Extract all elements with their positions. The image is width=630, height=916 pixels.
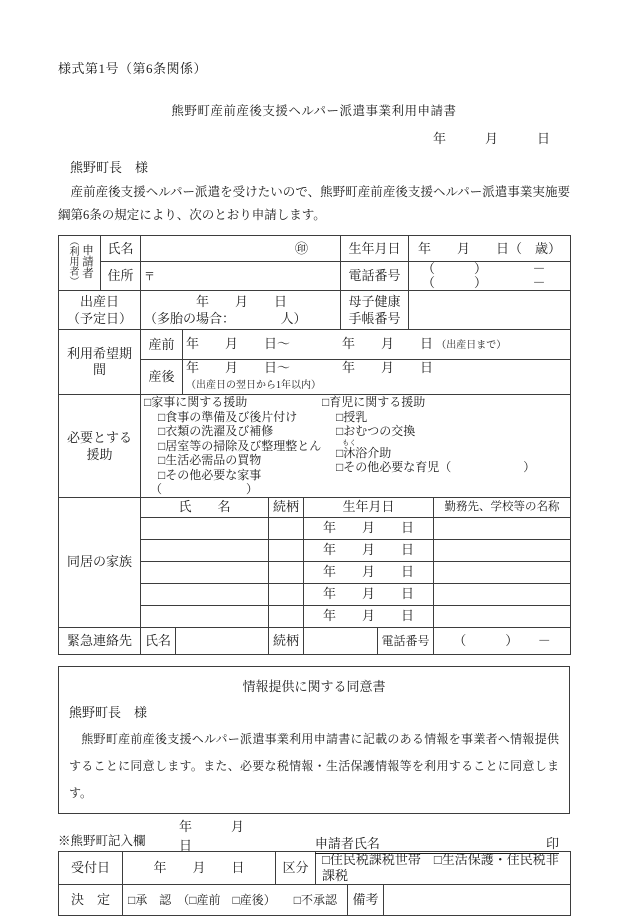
postnatal-label: 産後 <box>141 360 183 395</box>
checkbox-laundry: □衣類の洗濯及び補修 <box>158 424 274 438</box>
reception-date-field: 年 月 日 <box>123 851 276 884</box>
consent-body: 熊野町産前産後支援ヘルパー派遣事業利用申請書に記載のある情報を事業者へ情報提供することに同意します。また、必要な税情報・生活保護情報等を利用することに同意します。 <box>69 731 559 800</box>
decision-row <box>59 884 571 915</box>
applicant-role-label <box>59 236 101 291</box>
consent-title: 情報提供に関する同意書 <box>242 678 386 694</box>
name-label: 氏名 <box>101 236 141 262</box>
family-birthdate-field: 年 月 日 <box>304 517 434 539</box>
phone-line-2: （ ） － <box>422 275 546 290</box>
family-workplace-field <box>434 539 571 561</box>
delivery-date-row <box>59 291 571 330</box>
family-relation-field <box>269 517 304 539</box>
delivery-date-label: 出産日 （予定日） <box>59 291 141 330</box>
emergency-label: 緊急連絡先 <box>59 627 141 654</box>
name-field <box>141 236 341 262</box>
category-label: 区分 <box>276 851 316 884</box>
checkbox-other-childcare: □その他必要な育児（ ） <box>336 460 536 474</box>
other-housework-field: （ ） <box>150 482 259 496</box>
checkbox-bathing: □沐もく浴介助 <box>336 438 392 460</box>
decision-label: 決 定 <box>59 884 123 915</box>
family-birthdate-field: 年 月 日 <box>304 561 434 583</box>
signature-line <box>315 833 559 854</box>
family-workplace-field <box>434 517 571 539</box>
applicant-name-row <box>59 236 571 262</box>
remarks-label: 備考 <box>348 884 384 915</box>
applicant-address-row <box>59 262 571 291</box>
family-relation-field <box>269 583 304 605</box>
family-header-relation: 続柄 <box>269 497 304 517</box>
phone-label: 電話番号 <box>341 262 409 291</box>
mch-handbook-label: 母子健康 手帳番号 <box>341 291 409 330</box>
birthdate-label: 生年月日 <box>341 236 409 262</box>
family-header-row <box>59 497 571 517</box>
category-options: □住民税課税世帯 □生活保護・住民税非課税 <box>316 851 571 884</box>
assistance-options <box>141 395 571 498</box>
office-decision-table <box>58 884 571 916</box>
family-workplace-field <box>434 605 571 627</box>
postal-mark: 〒 <box>144 270 155 283</box>
period-label: 利用希望期間 <box>59 330 141 395</box>
phone-field <box>409 262 571 291</box>
family-name-field <box>141 561 269 583</box>
office-section-label: ※熊野町記入欄 <box>58 833 146 848</box>
family-header-workplace: 勤務先、学校等の名称 <box>434 497 571 517</box>
emergency-row <box>59 627 571 654</box>
delivery-date-field: 年 月 日 （多胎の場合： 人） <box>141 291 341 330</box>
checkbox-other-housework: □その他必要な家事 <box>158 467 262 482</box>
checkbox-breastfeeding: □授乳 <box>336 409 368 424</box>
family-name-field <box>141 517 269 539</box>
emergency-table <box>58 627 571 655</box>
checkbox-housework-heading: □家事に関する援助 <box>144 395 248 409</box>
family-birthdate-field: 年 月 日 <box>304 583 434 605</box>
checkbox-diaper-change: □おむつの交換 <box>336 424 416 438</box>
mch-handbook-field <box>409 291 571 330</box>
birthdate-field: 年 月 日（ 歳） <box>409 236 571 262</box>
family-relation-field <box>269 605 304 627</box>
seal-label: 印 <box>545 835 559 851</box>
emergency-relation-field <box>304 627 378 654</box>
remarks-field <box>384 884 571 915</box>
address-label: 住所 <box>101 262 141 291</box>
prenatal-note: （出産日まで） <box>436 339 507 351</box>
assistance-row <box>59 395 571 498</box>
family-workplace-field <box>434 561 571 583</box>
family-header-name: 氏 名 <box>141 497 269 517</box>
emergency-phone-field: （ ） － <box>434 627 571 654</box>
role-main: 申請者 <box>81 243 93 279</box>
addressee: 熊野町長 様 <box>70 160 149 175</box>
family-name-field <box>141 583 269 605</box>
reception-date-label: 受付日 <box>59 851 123 884</box>
form-number: 様式第1号（第6条関係） <box>58 61 208 76</box>
family-birthdate-field: 年 月 日 <box>304 539 434 561</box>
intro-paragraph: 産前産後支援ヘルパー派遣を受けたいので、熊野町産前産後支援ヘルパー派遣事業実施要綱第6条の規定により、次のとおり申請します。 <box>58 185 570 222</box>
office-reception-table <box>58 851 571 885</box>
family-label: 同居の家族 <box>59 497 141 627</box>
postnatal-dates-field: 年 月 日～ 年 月 日 （出産日の翌日から1年以内） <box>183 360 571 395</box>
childcare-column <box>322 395 552 497</box>
assistance-label: 必要とする 援助 <box>59 395 141 498</box>
checkbox-meal-prep: □食事の準備及び後片付け <box>158 409 298 424</box>
checkbox-shopping: □生活必需品の買物 <box>158 453 262 467</box>
checkbox-childcare-heading: □育児に関する援助 <box>322 395 426 409</box>
family-relation-field <box>269 539 304 561</box>
housework-column <box>144 395 322 497</box>
family-name-field <box>141 539 269 561</box>
seal-mark: ㊞ <box>294 240 308 256</box>
emergency-name-field <box>176 627 269 654</box>
prenatal-label: 産前 <box>141 330 183 360</box>
emergency-phone-label: 電話番号 <box>378 627 434 654</box>
role-sub: （利用者） <box>67 236 78 286</box>
period-table <box>58 329 571 395</box>
emergency-name-label: 氏名 <box>141 627 176 654</box>
page-title: 熊野町産前産後支援ヘルパー派遣事業利用申請書 <box>171 104 457 118</box>
address-field <box>141 262 341 291</box>
prenatal-period-row <box>59 330 571 360</box>
family-birthdate-field: 年 月 日 <box>304 605 434 627</box>
postnatal-note: （出産日の翌日から1年以内） <box>186 380 321 391</box>
prenatal-dates-field: 年 月 日～ 年 月 日 （出産日まで） <box>183 330 571 360</box>
bathing-furigana: もく <box>342 438 357 447</box>
applicant-table <box>58 235 571 330</box>
consent-addressee: 熊野町長 様 <box>69 704 148 720</box>
family-name-field <box>141 605 269 627</box>
decision-options: □承 認 （□産前 □産後） □不承認 <box>123 884 348 915</box>
family-header-birthdate: 生年月日 <box>304 497 434 517</box>
assistance-table <box>58 394 571 498</box>
family-relation-field <box>269 561 304 583</box>
consent-date-line: 年 月 日 <box>179 818 284 853</box>
phone-line-1: （ ） － <box>422 261 546 276</box>
emergency-relation-label: 続柄 <box>269 627 304 654</box>
header-date-line: 年 月 日 <box>432 131 550 146</box>
signature-label: 申請者氏名 <box>314 835 380 851</box>
family-table <box>58 497 571 628</box>
reception-row <box>59 851 571 884</box>
family-workplace-field <box>434 583 571 605</box>
checkbox-cleaning: □居室等の掃除及び整理整とん <box>158 438 322 453</box>
